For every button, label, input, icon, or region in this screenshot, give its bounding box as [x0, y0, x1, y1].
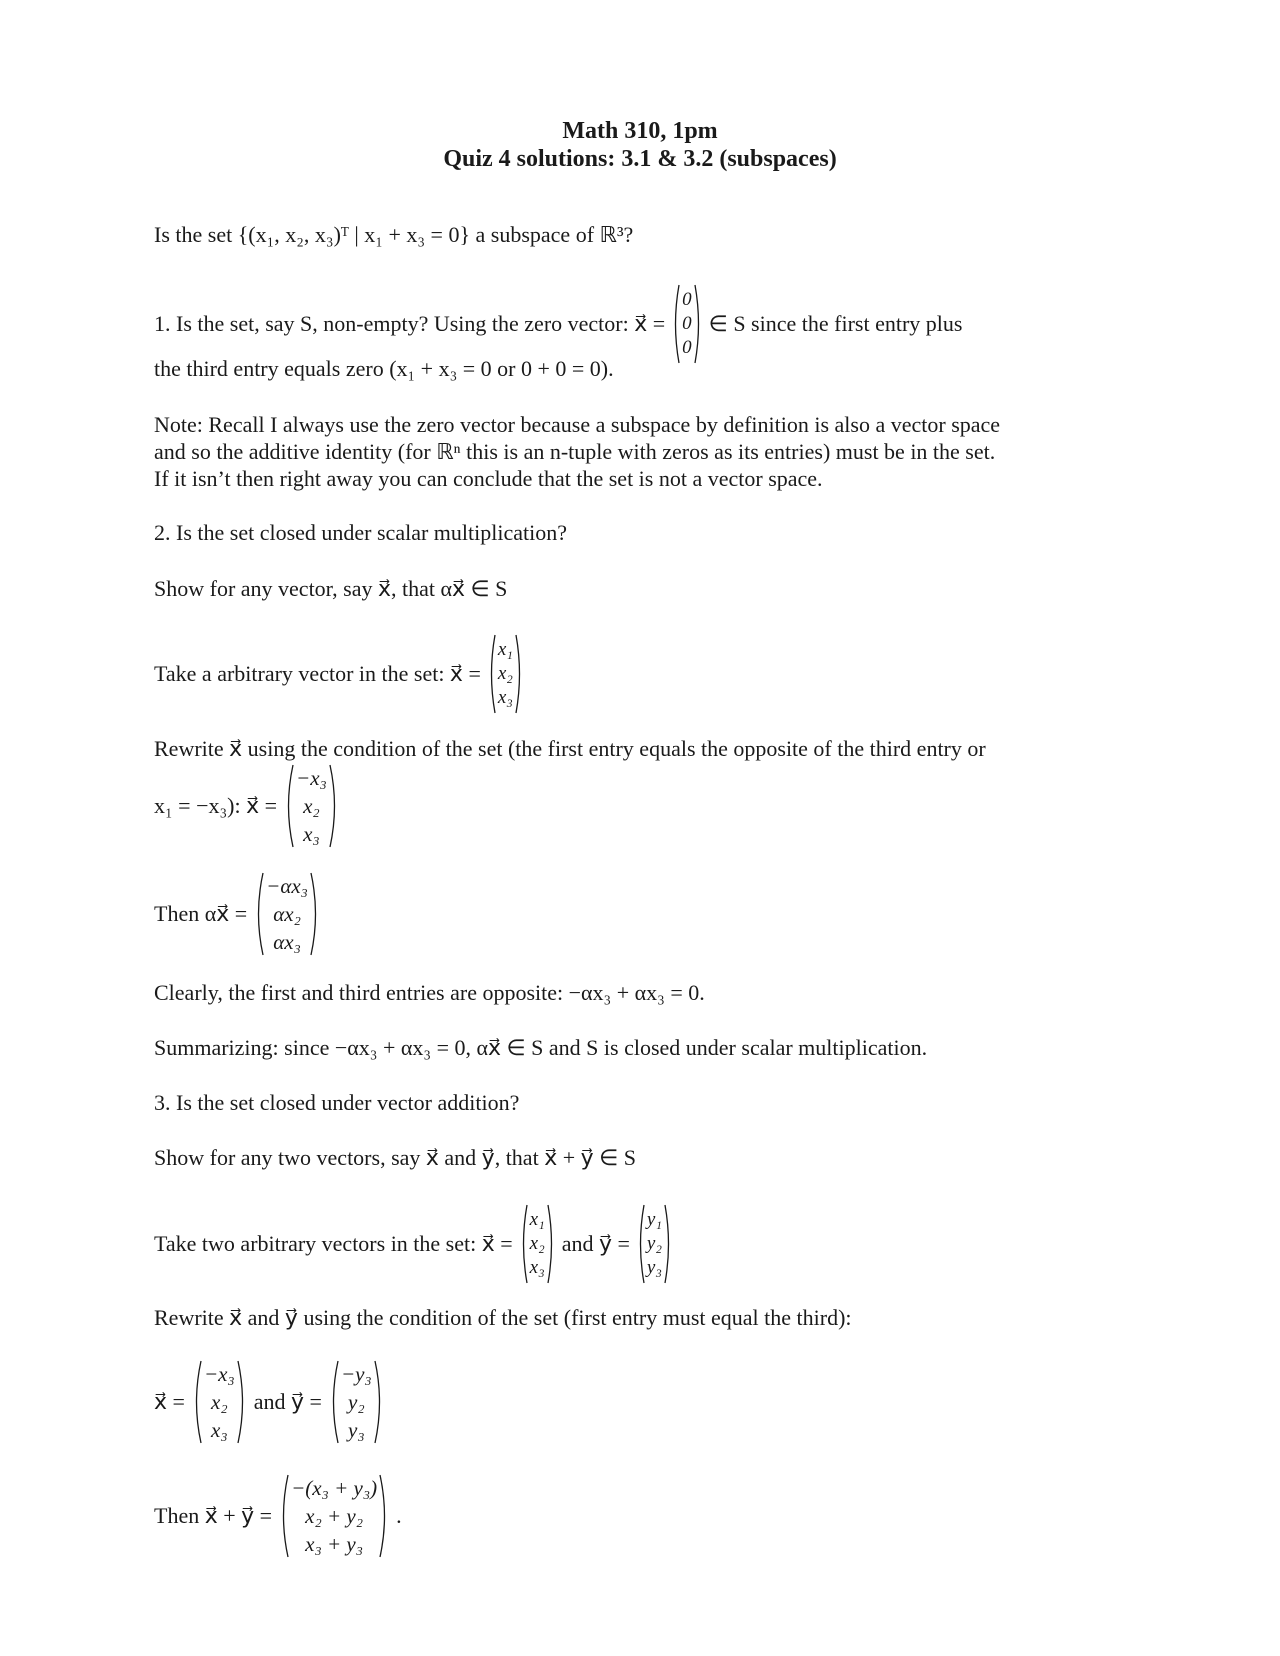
x-vector — [519, 1204, 556, 1284]
step3-and-label: and y⃗ = — [561, 1231, 630, 1256]
alpha-x-vector — [253, 872, 321, 956]
title-quiz: Quiz 4 solutions: 3.1 & 3.2 (subspaces) — [443, 146, 837, 172]
left-paren-icon — [328, 1360, 339, 1444]
step3-period: . — [396, 1503, 402, 1528]
step1-continuation: the third entry equals zero (x₁ + x₃ = 0 or 0 + 0 = 0). — [154, 356, 614, 381]
y-vector — [636, 1204, 673, 1284]
x-vector — [487, 634, 524, 714]
vector-entry: x₂ + y₂ — [305, 1504, 364, 1528]
right-paren-icon — [374, 1360, 385, 1444]
step2-then-label: Then αx⃗ = — [154, 901, 248, 926]
left-paren-icon — [671, 284, 680, 364]
step3-take-label: Take two arbitrary vectors in the set: x⃗ = — [154, 1231, 513, 1256]
vector-entry: x₃ — [211, 1418, 228, 1442]
step2-rewrite-row — [154, 764, 346, 848]
question-text: Is the set {(x₁, x₂, x₃)ᵀ | x₁ + x₃ = 0} a subspace of ℝ³? — [154, 222, 634, 247]
left-paren-icon — [191, 1360, 202, 1444]
right-paren-icon — [547, 1204, 556, 1284]
sum-vector — [278, 1474, 390, 1558]
note-line-1: Note: Recall I always use the zero vector because a subspace by definition is also a vector space — [154, 412, 1001, 437]
vector-entry: 0 — [682, 313, 692, 334]
vector-entry: 0 — [682, 289, 692, 310]
right-paren-icon — [310, 872, 321, 956]
vector-entry: −(x₃ + y₃) — [291, 1476, 378, 1500]
step3-take-row — [154, 1204, 679, 1284]
vector-entry: x₂ — [497, 663, 513, 684]
x-rewrite-vector — [283, 764, 340, 848]
vector-entry: y₂ — [348, 1390, 365, 1414]
note-line-3: If it isn’t then right away you can conclude that the set is not a vector space. — [154, 466, 823, 491]
step2-clearly: Clearly, the first and third entries are opposite: −αx₃ + αx₃ = 0. — [154, 980, 705, 1005]
step2-summary: Summarizing: since −αx₃ + αx₃ = 0, αx⃗ ∈ S and S is closed under scalar multiplication. — [154, 1035, 928, 1060]
step3-heading: 3. Is the set closed under vector addition? — [154, 1090, 520, 1115]
vector-entry: −x₃ — [296, 766, 327, 790]
step2-take-label: Take a arbitrary vector in the set: x⃗ = — [154, 661, 481, 686]
vector-entry: 0 — [682, 337, 692, 358]
vector-entry: αx₃ — [273, 930, 301, 954]
vector-entry: x₃ — [497, 687, 513, 708]
step1-before: 1. Is the set, say S, non-empty? Using the zero vector: x⃗ = — [154, 311, 666, 336]
left-paren-icon — [278, 1474, 289, 1558]
step2-then-row — [154, 872, 327, 956]
zero-vector — [671, 284, 703, 364]
step3-rewrite-row — [154, 1360, 391, 1444]
vector-entry: y₁ — [646, 1209, 662, 1230]
right-paren-icon — [329, 764, 340, 848]
y-rewrite-vector — [328, 1360, 385, 1444]
title-course: Math 310, 1pm — [562, 118, 718, 144]
note-line-2: and so the additive identity (for ℝⁿ this is an n-tuple with zeros as its entries) must be in the set. — [154, 439, 996, 464]
step3-and-label-2: and y⃗ = — [253, 1389, 322, 1414]
step3-then-label: Then x⃗ + y⃗ = — [154, 1503, 273, 1528]
vector-entry: y₃ — [646, 1257, 662, 1278]
vector-entry: −αx₃ — [266, 874, 308, 898]
step3-rewrite-line: Rewrite x⃗ and y⃗ using the condition of the set (first entry must equal the third): — [154, 1305, 852, 1330]
vector-entry: αx₂ — [273, 902, 301, 926]
step1-row — [154, 284, 962, 364]
right-paren-icon — [379, 1474, 390, 1558]
step1-after: ∈ S since the first entry plus — [708, 311, 963, 336]
step3-then-row — [154, 1474, 402, 1558]
vector-entry: x₁ — [529, 1209, 545, 1230]
vector-entry: −y₃ — [340, 1362, 372, 1386]
step3-show: Show for any two vectors, say x⃗ and y⃗, that x⃗ + y⃗ ∈ S — [154, 1145, 637, 1170]
step2-show: Show for any vector, say x⃗, that αx⃗ ∈ S — [154, 576, 508, 601]
step2-rewrite-label: x₁ = −x₃): x⃗ = — [154, 793, 278, 818]
vector-entry: y₂ — [646, 1233, 662, 1254]
vector-entry: x₃ + y₃ — [305, 1532, 364, 1556]
vector-entry: x₁ — [497, 639, 513, 660]
right-paren-icon — [694, 284, 703, 364]
vector-entry: −x₃ — [203, 1362, 235, 1386]
vector-entry: y₃ — [348, 1418, 365, 1442]
vector-entry: x₃ — [529, 1257, 545, 1278]
right-paren-icon — [515, 634, 524, 714]
step2-take-row — [154, 634, 530, 714]
vector-entry: x₃ — [303, 822, 320, 846]
left-paren-icon — [519, 1204, 528, 1284]
vector-entry: x₂ — [529, 1233, 545, 1254]
left-paren-icon — [487, 634, 496, 714]
step2-rewrite-line: Rewrite x⃗ using the condition of the set (the first entry equals the opposite of the third entry or — [154, 736, 986, 761]
vector-entry: x₂ — [211, 1390, 228, 1414]
right-paren-icon — [237, 1360, 248, 1444]
step3-x-label: x⃗ = — [154, 1389, 185, 1414]
x-rewrite-vector — [191, 1360, 248, 1444]
right-paren-icon — [664, 1204, 673, 1284]
step2-heading: 2. Is the set closed under scalar multiplication? — [154, 520, 567, 545]
left-paren-icon — [636, 1204, 645, 1284]
left-paren-icon — [283, 764, 294, 848]
vector-entry: x₂ — [303, 794, 320, 818]
left-paren-icon — [253, 872, 264, 956]
